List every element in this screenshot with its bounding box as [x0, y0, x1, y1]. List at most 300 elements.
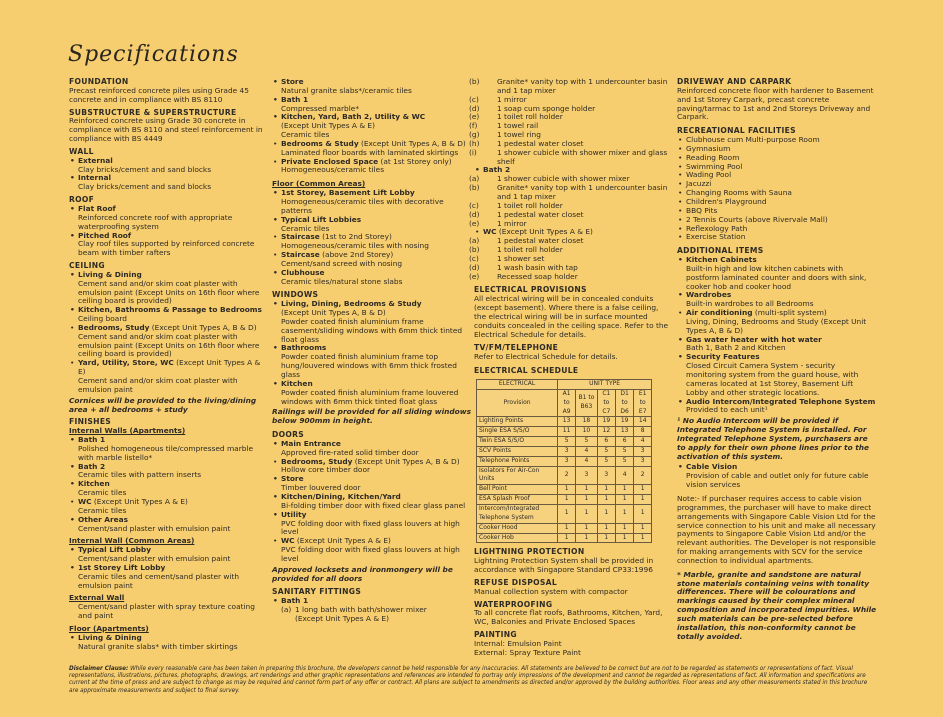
finish-wc-text: Ceramic tiles: [78, 505, 127, 515]
door-bedrooms-item: [272, 458, 472, 467]
item-key: (b): [469, 183, 480, 193]
recreational-heading: RECREATIONAL FACILITIES: [677, 126, 796, 136]
floor-staircase2-text: Cement/sand screed with nosing: [281, 258, 403, 268]
aircon-label: Air conditioning: [686, 308, 753, 318]
schedule-provision-cell: Cooker Hood: [477, 523, 558, 533]
table-row: [477, 446, 652, 456]
audio-intercom-text: Provided to each unit¹: [686, 405, 768, 415]
door-utility-label: • Utility: [272, 511, 472, 520]
ceiling-yard-except: (Except Unit Types A & E): [78, 358, 261, 377]
page-title: Specifications: [68, 42, 239, 67]
list-item: • Gymnasium: [677, 145, 877, 154]
security-label: • Security Features: [677, 353, 877, 362]
gas-heater-text: Bath 1, Bath 2 and Kitchen: [686, 343, 786, 353]
item-key: (e): [469, 112, 480, 122]
finish-other-text: Cement/sand plaster with emulsion paint: [78, 523, 231, 533]
floor-clubhouse-label: • Clubhouse: [272, 269, 472, 278]
floor-staircase2-item: [272, 251, 472, 260]
item-key: (g): [469, 130, 480, 140]
finish-bath1-text: Polished homogeneous tile/compressed marble with marble listello*: [78, 443, 254, 462]
railings-note: Railings will be provided for all sliding windows below 900mm in height.: [272, 407, 471, 426]
electrical-schedule-table: [476, 379, 652, 543]
item-text: 1 soap cum sponge holder: [497, 103, 596, 113]
schedule-value-cell: 1: [634, 533, 652, 543]
item-key: (a): [281, 605, 292, 615]
external-wall-text: Cement/sand plaster with spray texture coating and paint: [78, 602, 255, 621]
floor-pes-text: Homogeneous/ceramic tiles: [281, 165, 385, 175]
list-item: • Reflexology Path: [677, 225, 877, 234]
painting-external: External: Spray Texture Paint: [474, 647, 581, 657]
schedule-value-cell: 2: [558, 466, 576, 485]
finishes-heading: FINISHES: [69, 417, 112, 427]
floor-store-text: Natural granite slabs*/ceramic tiles: [281, 85, 412, 95]
spec-column-3: [469, 77, 670, 658]
schedule-value-cell: 1: [615, 523, 634, 533]
refuse-text: Manual collection system with compactor: [474, 586, 628, 596]
item-text: 1 pedestal water closet: [497, 138, 584, 148]
aircon-item: [677, 309, 877, 318]
cable-vision-note: Note:- If purchaser requires access to cable vision programmes, the purchaser will have to make direct arrangements with Singapore Cable Vision Ltd for the service connection to his unit and make all necessary payments to Singapore Cable Vision Ltd and/or the relevant authorities. The Developer is not responsible for making arrangements with SCV for the service connection to individual apartments.: [677, 493, 876, 565]
floor-pes-item: [272, 158, 472, 167]
list-item: • Swimming Pool: [677, 163, 877, 172]
schedule-value-cell: 3: [634, 446, 652, 456]
schedule-value-cell: 1: [558, 533, 576, 543]
item-text: 1 shower set: [497, 253, 545, 263]
item-key: (f): [469, 121, 478, 131]
list-item: [469, 183, 670, 202]
floor-store-label: • Store: [272, 78, 472, 87]
table-row: [477, 466, 652, 485]
window-kitchen-label: • Kitchen: [272, 380, 472, 389]
electrical-heading: ELECTRICAL PROVISIONS: [474, 285, 587, 295]
item-key: (d): [469, 262, 480, 272]
door-utility-text: PVC folding door with fixed glass louvers at high level: [281, 518, 460, 537]
schedule-value-cell: 6: [615, 437, 634, 447]
schedule-value-cell: 5: [615, 456, 634, 466]
schedule-provision-cell: Bell Point: [477, 485, 558, 495]
bath1-fittings-list: [469, 77, 670, 166]
roof-heading: ROOF: [69, 195, 95, 205]
schedule-provision-cell: Single ESA S/S/O: [477, 427, 558, 437]
schedule-value-cell: 1: [576, 504, 598, 523]
floor-pes-label: Private Enclosed Space: [281, 156, 379, 166]
internal-walls-apartments-heading: Internal Walls (Apartments): [69, 426, 186, 436]
floor-kitchen-text: Ceramic tiles: [281, 130, 330, 140]
finish-bath2-text: Ceramic tiles with pattern inserts: [78, 470, 202, 480]
schedule-value-cell: 8: [634, 427, 652, 437]
item-key: (a): [469, 236, 480, 246]
electrical-text: All electrical wiring will be in concealed conduits (except basement). Where there is a false ceiling, the electrical wiring will be in surface mounted conduits concealed in the ceiling space. Refer to the Electrical Schedule for details.: [474, 294, 669, 339]
list-item: • 2 Tennis Courts (above Rivervale Mall): [677, 216, 877, 225]
item-text: 1 toilet roll holder: [497, 200, 563, 210]
list-item: • Changing Rooms with Sauna: [677, 189, 877, 198]
driveway-text: Reinforced concrete floor with hardener to Basement and 1st Storey Carpark, precast concrete paving/tarmac to 1st and 2nd Storeys Driveway and Carpark.: [677, 85, 874, 122]
list-item: • Clubhouse cum Multi-purpose Room: [677, 136, 877, 145]
sanitary-bath1-label: • Bath 1: [272, 597, 472, 606]
finish-wc-label: WC: [78, 496, 92, 506]
item-key: (i): [469, 147, 477, 157]
schedule-electrical-header: ELECTRICAL: [477, 380, 558, 390]
aircon-type: (multi-split system): [752, 308, 827, 318]
item-key: (d): [469, 103, 480, 113]
item-key: (a): [469, 174, 480, 184]
schedule-value-cell: 2: [634, 466, 652, 485]
item-key: (b): [469, 245, 480, 255]
spec-column-4: [677, 78, 877, 641]
recreational-list: [677, 136, 877, 242]
item-key: (b): [469, 77, 480, 86]
schedule-value-cell: 13: [558, 417, 576, 427]
schedule-value-cell: 3: [634, 456, 652, 466]
list-item: • Wading Pool: [677, 171, 877, 180]
floor-staircase1-except: (1st to 2nd Storey): [319, 232, 392, 242]
door-kitchen-label: • Kitchen/Dining, Kitchen/Yard: [272, 493, 472, 502]
schedule-provision-cell: Telephone Points: [477, 456, 558, 466]
schedule-value-cell: 4: [576, 446, 598, 456]
schedule-value-cell: 11: [558, 427, 576, 437]
list-item: • Reading Room: [677, 154, 877, 163]
lightning-text: Lightning Protection System shall be provided in accordance with Singapore Standard CP33:1996: [474, 556, 654, 575]
schedule-value-cell: 1: [597, 495, 615, 505]
window-kitchen-text: Powder coated finish aluminium frame louvered windows with 6mm thick tinted float glass: [281, 387, 459, 406]
schedule-provision-cell: Isolators For Air-Con Units: [477, 466, 558, 485]
table-row: [477, 533, 652, 543]
schedule-value-cell: 12: [597, 427, 615, 437]
schedule-value-cell: 3: [558, 446, 576, 456]
substructure-text: Reinforced concrete using Grade 30 concrete in compliance with BS 8110 and steel reinforcement in compliance with BS 4449: [69, 116, 263, 144]
kitchen-cabinets-label: • Kitchen Cabinets: [677, 256, 877, 265]
door-bedrooms-text: Hollow core timber door: [281, 465, 371, 475]
schedule-value-cell: 18: [576, 417, 598, 427]
substructure-heading: SUBSTRUCTURE & SUPERSTRUCTURE: [69, 107, 237, 117]
roof-pitched-text: Clay roof tiles supported by reinforced concrete beam with timber rafters: [78, 239, 255, 258]
additional-heading: ADDITIONAL ITEMS: [677, 246, 764, 256]
floor-lift-lobby-label: • 1st Storey, Basement Lift Lobby: [272, 189, 472, 198]
sanitary-bath2-label: • Bath 2: [474, 166, 670, 175]
schedule-provision-header: Provision: [477, 389, 558, 417]
roof-flat-text: Reinforced concrete roof with appropriate waterproofing system: [78, 212, 233, 231]
door-wc-label: WC: [281, 536, 295, 546]
ceiling-bedrooms-except: (Except Unit Types A, B & D): [149, 322, 257, 332]
item-text: 1 towel rail: [497, 121, 539, 131]
tv-heading: TV/FM/TELEPHONE: [474, 343, 559, 353]
cornices-note: Cornices will be provided to the living/dining area + all bedrooms + study: [69, 395, 257, 414]
schedule-value-cell: 1: [615, 495, 634, 505]
table-row: [477, 437, 652, 447]
ceiling-heading: CEILING: [69, 261, 105, 271]
schedule-value-cell: 1: [634, 523, 652, 533]
schedule-provision-cell: Cooker Hob: [477, 533, 558, 543]
schedule-value-cell: 1: [634, 485, 652, 495]
table-row: [477, 504, 652, 523]
schedule-value-cell: 14: [634, 417, 652, 427]
schedule-provision-cell: Twin ESA S/S/O: [477, 437, 558, 447]
table-header-row: [477, 380, 652, 390]
floor-typical-lobbies-text: Ceramic tiles: [281, 223, 330, 233]
list-item: • Children's Playground: [677, 198, 877, 207]
schedule-value-cell: 5: [597, 456, 615, 466]
schedule-value-cell: 1: [558, 495, 576, 505]
waterproofing-text: To all concrete flat roofs, Bathrooms, Kitchen, Yard, WC, Balconies and Private Enclosed Spaces: [474, 608, 663, 627]
wall-internal-text: Clay bricks/cement and sand blocks: [78, 182, 212, 192]
security-text: Closed Circuit Camera System - security monitoring system from the guard house, with cameras located at 1st Storey, Basement Lift Lobby and other strategic locations.: [686, 361, 859, 397]
schedule-value-cell: 1: [558, 504, 576, 523]
list-item: [469, 77, 670, 96]
schedule-unit-column-header: D1 to D6: [615, 389, 634, 417]
foundation-heading: FOUNDATION: [69, 77, 129, 86]
item-text: Recessed soap holder: [497, 271, 578, 281]
window-bathrooms-label: • Bathrooms: [272, 344, 472, 353]
sanitary-wc-label: WC: [483, 227, 497, 237]
schedule-value-cell: 4: [615, 466, 634, 485]
kitchen-cabinets-text: Built-in high and low kitchen cabinets with postform laminated counter and doors with sink, cooker hob and cooker hood: [686, 263, 867, 291]
schedule-value-cell: 13: [615, 427, 634, 437]
schedule-value-cell: 10: [576, 427, 598, 437]
window-living-except: (Except Unit Types A, B & D): [281, 308, 386, 318]
schedule-provision-cell: ESA Splash Proof: [477, 495, 558, 505]
wardrobes-label: • Wardrobes: [677, 291, 877, 300]
wardrobes-text: Built-in wardrobes to all Bedrooms: [686, 299, 814, 309]
finish-wc-except: (Except Unit Types A & E): [91, 496, 188, 506]
item-text: 1 pedestal water closet: [497, 209, 584, 219]
schedule-provision-cell: Intercom/Integrated Telephone System: [477, 504, 558, 523]
refuse-heading: REFUSE DISPOSAL: [474, 577, 557, 587]
item-key: (d): [469, 209, 480, 219]
spec-column-2: [272, 78, 472, 624]
finish-kitchen-text: Ceramic tiles: [78, 488, 127, 498]
schedule-value-cell: 1: [558, 485, 576, 495]
item-key: (e): [469, 218, 480, 228]
floor-living-text: Natural granite slabs* with timber skirtings: [78, 641, 238, 651]
table-row: [477, 495, 652, 505]
door-bedrooms-except: (Except Unit Types A, B & D): [352, 456, 460, 466]
item-text: 1 toilet roll holder: [497, 245, 563, 255]
ceiling-yard-label: Yard, Utility, Store, WC: [78, 358, 174, 368]
roof-flat-label: • Flat Roof: [69, 205, 265, 214]
schedule-unit-column-header: E1 to E7: [634, 389, 652, 417]
list-item: [469, 271, 670, 282]
schedule-value-cell: 1: [597, 504, 615, 523]
door-store-text: Timber louvered door: [281, 483, 361, 493]
floor-typical-lobbies-label: • Typical Lift Lobbies: [272, 216, 472, 225]
wall-external-label: • External: [69, 157, 265, 166]
table-header-row: [477, 389, 652, 417]
floor-staircase1-item: [272, 233, 472, 242]
list-item: [469, 147, 670, 167]
floor-staircase2-except: (above 2nd Storey): [319, 250, 394, 260]
finish-typical-lobby-text: Cement/sand plaster with emulsion paint: [78, 554, 231, 564]
schedule-value-cell: 1: [576, 533, 598, 543]
wall-external-text: Clay bricks/cement and sand blocks: [78, 164, 212, 174]
schedule-value-cell: 5: [558, 437, 576, 447]
finish-kitchen-label: • Kitchen: [69, 480, 265, 489]
locksets-note: Approved locksets and ironmongery will be provided for all doors: [272, 564, 453, 583]
finish-bath1-label: • Bath 1: [69, 436, 265, 445]
item-key: (c): [469, 94, 479, 104]
internal-wall-common-heading: Internal Wall (Common Areas): [69, 536, 195, 546]
list-item: • BBQ Pits: [677, 207, 877, 216]
external-wall-heading: External Wall: [69, 593, 125, 603]
windows-heading: WINDOWS: [272, 290, 319, 300]
table-row: [477, 456, 652, 466]
floor-bedrooms-except: (Except Unit Types A, B & D): [358, 138, 466, 148]
spec-column-1: [69, 78, 265, 651]
floor-pes-except: (at 1st Storey only): [378, 156, 452, 166]
item-text: 1 long bath with bath/shower mixer: [295, 605, 427, 615]
schedule-heading: ELECTRICAL SCHEDULE: [474, 366, 579, 376]
schedule-value-cell: 1: [634, 504, 652, 523]
item-key: (c): [469, 253, 479, 263]
ceiling-living-text: Cement sand and/or skim coat plaster with emulsion paint (Except Units on 16th floor where ceiling board is provided): [78, 278, 260, 306]
schedule-unit-type-header: UNIT TYPE: [558, 380, 652, 390]
finish-wc-item: [69, 498, 265, 507]
item-text: 1 shower cubicle with shower mixer: [497, 174, 630, 184]
schedule-value-cell: 1: [558, 523, 576, 533]
schedule-unit-column-header: B1 to B63: [576, 389, 598, 417]
ceiling-kitchen-text: Ceiling board: [78, 314, 127, 324]
door-wc-text: PVC folding door with fixed glass louvers at high level: [281, 545, 460, 563]
floor-bedrooms-text: Laminated floor boards with laminated skirtings: [281, 147, 459, 157]
roof-pitched-label: • Pitched Roof: [69, 232, 265, 241]
marble-note: * Marble, granite and sandstone are natural stone materials containing veins with tonality differences. There will be colourations and markings caused by their complex mineral composition and incorporated impurities. While such materials can be pre-selected before installation, this non-conformity cannot be totally avoided.: [677, 569, 877, 641]
door-wc-item: [272, 537, 472, 546]
window-living-label: • Living, Dining, Bedrooms & Study: [272, 300, 472, 309]
schedule-unit-column-header: A1 to A9: [558, 389, 576, 417]
floor-common-heading: Floor (Common Areas): [272, 179, 366, 189]
table-row: [477, 427, 652, 437]
schedule-value-cell: 1: [576, 495, 598, 505]
painting-internal: Internal: Emulsion Paint: [474, 638, 562, 648]
item-key: (h): [469, 138, 480, 148]
schedule-value-cell: 1: [634, 495, 652, 505]
foundation-text: Precast reinforced concrete piles using Grade 45 concrete and in compliance with BS 8110: [69, 85, 249, 104]
ceiling-bedrooms-item: [69, 324, 265, 333]
schedule-provision-cell: SCV Points: [477, 446, 558, 456]
ceiling-yard-text: Cement sand and/or skim coat plaster with emulsion paint: [78, 376, 238, 394]
door-bedrooms-label: Bedrooms, Study: [281, 456, 353, 466]
finish-1st-lobby-label: • 1st Storey Lift Lobby: [69, 564, 265, 573]
schedule-value-cell: 3: [576, 466, 598, 485]
floor-kitchen-except: (Except Unit Types A & E): [281, 121, 375, 131]
schedule-value-cell: 1: [576, 523, 598, 533]
schedule-value-cell: 5: [576, 437, 598, 447]
floor-kitchen-label: • Kitchen, Yard, Bath 2, Utility & WC: [272, 113, 472, 122]
ceiling-yard-item: [69, 359, 265, 377]
schedule-value-cell: 5: [615, 446, 634, 456]
item-key: (c): [469, 200, 479, 210]
finish-1st-lobby-text: Ceramic tiles and cement/sand plaster with emulsion paint: [78, 571, 240, 590]
finish-other-label: • Other Areas: [69, 516, 265, 525]
schedule-value-cell: 3: [597, 466, 615, 485]
item-key: (e): [469, 271, 480, 281]
schedule-provision-cell: Lighting Points: [477, 417, 558, 427]
schedule-value-cell: 1: [597, 533, 615, 543]
door-main-text: Approved fire-rated solid timber door: [281, 447, 419, 457]
item-text: 1 pedestal water closet: [497, 236, 584, 246]
wall-internal-label: • Internal: [69, 174, 265, 183]
floor-staircase2-label: Staircase: [281, 250, 320, 260]
window-bathrooms-text: Powder coated finish aluminium frame top hung/louvered windows with 6mm thick frosted glass: [281, 352, 457, 379]
aircon-text: Living, Dining, Bedrooms and Study (Except Unit Types A, B & D): [686, 316, 867, 335]
lightning-heading: LIGHTNING PROTECTION: [474, 547, 585, 557]
door-main-label: • Main Entrance: [272, 440, 472, 449]
floor-bedrooms-label: Bedrooms & Study: [281, 138, 359, 148]
wc-fittings-list: [469, 236, 670, 281]
ceiling-kitchen-label: • Kitchen, Bathrooms & Passage to Bedrooms: [69, 306, 265, 315]
table-row: [477, 485, 652, 495]
schedule-value-cell: 6: [597, 437, 615, 447]
floor-living-label: • Living & Dining: [69, 634, 265, 643]
door-kitchen-text: Bi-folding timber door with fixed clear glass panel: [281, 500, 466, 510]
item-text: 1 toilet roll holder: [497, 112, 563, 122]
bath2-fittings-list: [469, 174, 670, 228]
schedule-value-cell: 1: [615, 504, 634, 523]
list-item: • Jacuzzi: [677, 180, 877, 189]
schedule-value-cell: 1: [615, 485, 634, 495]
item-text: Granite* vanity top with 1 undercounter basin and 1 tap mixer: [497, 183, 668, 201]
wall-heading: WALL: [69, 146, 94, 156]
floor-bedrooms-item: [272, 140, 472, 149]
floor-bath1-label: • Bath 1: [272, 96, 472, 105]
schedule-unit-column-header: C1 to C7: [597, 389, 615, 417]
list-item: • Exercise Station: [677, 233, 877, 242]
ceiling-bedrooms-label: Bedrooms, Study: [78, 322, 150, 332]
painting-heading: PAINTING: [474, 630, 517, 640]
ceiling-living-label: • Living & Dining: [69, 271, 265, 280]
intercom-footnote: ¹ No Audio Intercom will be provided if Integrated Telephone System is installed. For Integrated Telephone System, purchasers are to apply for their own phone lines prior to the activation of this system.: [677, 416, 870, 461]
item-text: 1 mirror: [497, 218, 527, 228]
finish-bath2-label: • Bath 2: [69, 463, 265, 472]
cable-vision-label: • Cable Vision: [677, 463, 877, 472]
audio-intercom-label: • Audio Intercom/Integrated Telephone System: [677, 398, 877, 407]
driveway-heading: DRIVEWAY AND CARPARK: [677, 77, 792, 86]
item-text: 1 shower cubicle with shower mixer and glass shelf: [497, 147, 668, 166]
schedule-value-cell: 1: [615, 533, 634, 543]
floor-apartments-heading: Floor (Apartments): [69, 623, 149, 633]
sanitary-wc-except: (Except Unit Types A & E): [496, 227, 593, 237]
table-row: [477, 417, 652, 427]
schedule-value-cell: 1: [576, 485, 598, 495]
sanitary-bath1-item-a: [272, 606, 472, 615]
item-text: 1 towel ring: [497, 130, 541, 140]
item-text: 1 wash basin with tap: [497, 262, 578, 272]
table-row: [477, 523, 652, 533]
schedule-value-cell: 4: [634, 437, 652, 447]
schedule-value-cell: 5: [597, 446, 615, 456]
door-wc-except: (Except Unit Types A & E): [294, 536, 391, 546]
door-store-label: • Store: [272, 475, 472, 484]
doors-heading: DOORS: [272, 430, 305, 440]
disclaimer: [69, 666, 869, 695]
floor-lift-lobby-text: Homogeneous/ceramic tiles with decorative patterns: [281, 196, 444, 215]
disclaimer-text: While every reasonable care has been taken in preparing this brochure, the developers cannot be held responsible for any inaccuracies. All statements are believed to be correct but are not to be regarded as statements or representations of fact. Visual representations, illustrations, pictures, photographs, drawings, art renderings and other graphic representations and references are intended to portray only impressions of the development and cannot be regarded as representations of fact. All information and specifications are current at the time of press and are subject to change as may be required and cannot form part of any offer or contract. All plans are subject to amendments as directed and/or approved by the building authorities. Floor areas and any other measurements stated in this brochure are approximate measurements and subject to final survey.: [69, 666, 868, 694]
item-text: Granite* vanity top with 1 undercounter basin and 1 tap mixer: [497, 77, 668, 95]
waterproofing-heading: WATERPROOFING: [474, 599, 553, 609]
sanitary-bath1-item-a-except: (Except Unit Types A & E): [295, 613, 389, 623]
sanitary-heading: SANITARY FITTINGS: [272, 587, 362, 597]
ceiling-bedrooms-text: Cement sand and/or skim coat plaster with emulsion paint (Except Units on 16th floor where ceiling board is provided): [78, 331, 260, 359]
disclaimer-label: Disclaimer Clause:: [69, 666, 129, 672]
schedule-value-cell: 3: [558, 456, 576, 466]
gas-heater-label: • Gas water heater with hot water: [677, 336, 877, 345]
schedule-value-cell: 1: [597, 523, 615, 533]
floor-staircase1-text: Homogeneous/ceramic tiles with nosing: [281, 241, 429, 251]
floor-staircase1-label: Staircase: [281, 232, 320, 242]
window-living-text: Powder coated finish aluminium frame casement/sliding windows with 6mm thick tinted float glass: [281, 316, 463, 344]
item-text: 1 mirror: [497, 94, 527, 104]
floor-bath1-text: Compressed marble*: [281, 103, 360, 113]
finish-typical-lobby-label: • Typical Lift Lobby: [69, 546, 265, 555]
